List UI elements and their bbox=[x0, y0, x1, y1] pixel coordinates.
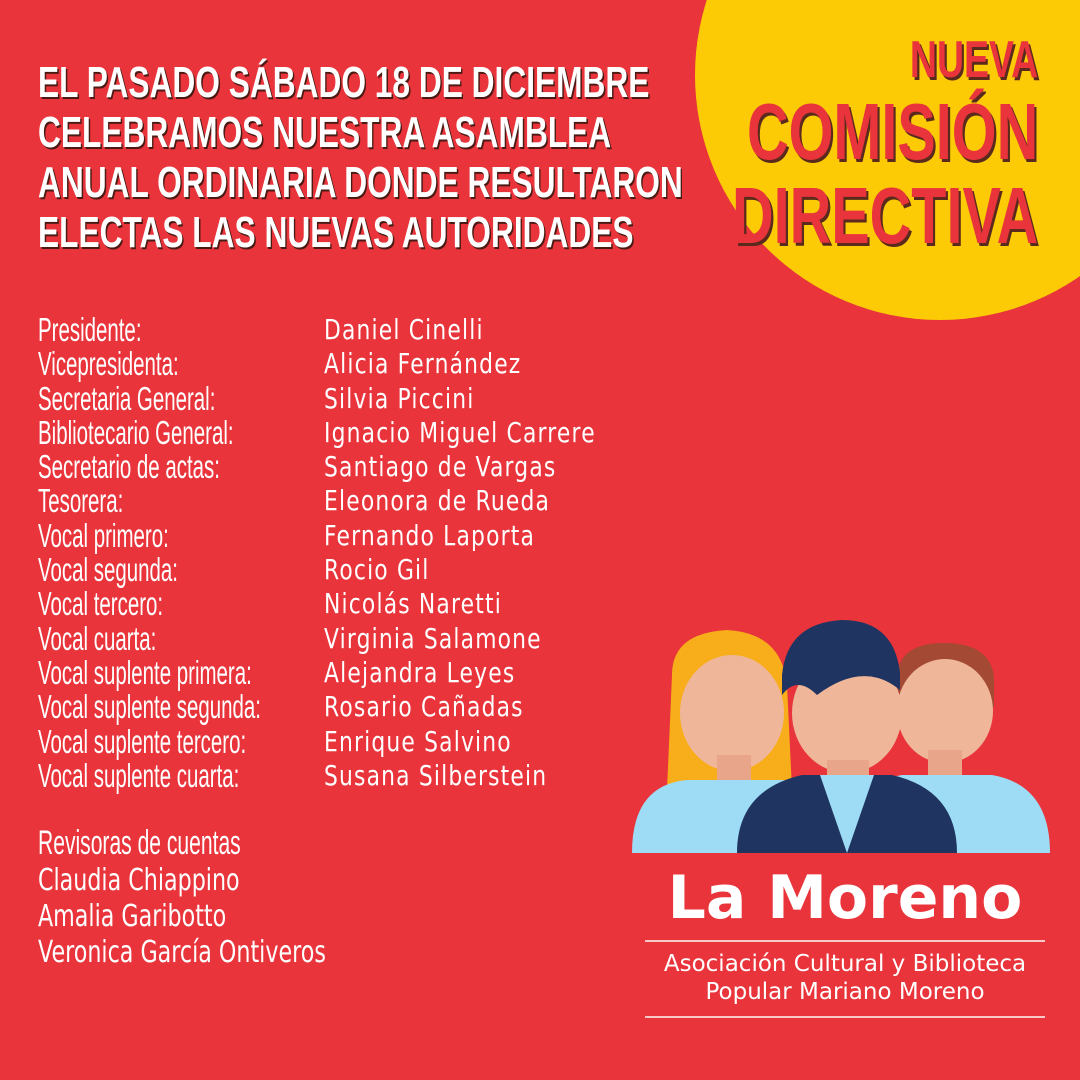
badge-line-nueva: NUEVA bbox=[909, 31, 1038, 89]
person-name: Silvia Piccini bbox=[324, 381, 475, 415]
role-label: Vocal suplente tercero: bbox=[38, 722, 247, 760]
logo-divider-bottom bbox=[645, 1016, 1045, 1018]
logo-subtitle bbox=[645, 942, 1045, 1014]
person-name: Eleonora de Rueda bbox=[324, 484, 551, 518]
role-label: Vocal tercero: bbox=[38, 585, 164, 623]
person-name: Rosario Cañadas bbox=[324, 690, 524, 724]
person-name: Alicia Fernández bbox=[324, 347, 522, 381]
logo-subtitle-line: Popular Mariano Moreno bbox=[705, 979, 985, 1005]
badge-line-directiva: DIRECTIVA bbox=[731, 171, 1038, 260]
logo-subtitle-line: Asociación Cultural y Biblioteca bbox=[663, 951, 1027, 977]
headline-line: ELECTAS LAS NUEVAS AUTORIDADES bbox=[38, 208, 634, 257]
person-name: Daniel Cinelli bbox=[324, 313, 484, 346]
role-label: Secretario de actas: bbox=[38, 448, 220, 486]
role-label: Tesorera: bbox=[38, 482, 124, 520]
role-label: Vocal cuarta: bbox=[38, 619, 157, 657]
logo-title: La Moreno bbox=[667, 863, 1023, 933]
organization-logo bbox=[645, 858, 1045, 1018]
role-label: Secretaria General: bbox=[38, 379, 216, 417]
headline bbox=[38, 58, 683, 258]
person-name: Fernando Laporta bbox=[324, 518, 536, 552]
person-name: Virginia Salamone bbox=[324, 621, 542, 655]
badge-line-comision: COMISIÓN bbox=[746, 87, 1038, 176]
reviewers-section bbox=[38, 823, 427, 971]
role-label: Presidente: bbox=[38, 311, 142, 348]
reviewer-name: Veronica García Ontiveros bbox=[38, 935, 326, 970]
role-label: Vocal suplente segunda: bbox=[38, 688, 261, 726]
role-label: Bibliotecario General: bbox=[38, 413, 234, 451]
person-name: Rocio Gil bbox=[324, 553, 430, 587]
role-label: Vocal primero: bbox=[38, 516, 169, 554]
role-label: Vocal segunda: bbox=[38, 551, 178, 589]
role-label: Vicepresidenta: bbox=[38, 345, 179, 383]
headline-line: ANUAL ORDINARIA DONDE RESULTARON bbox=[38, 158, 683, 207]
headline-line: EL PASADO SÁBADO 18 DE DICIEMBRE bbox=[38, 58, 650, 107]
person-name: Ignacio Miguel Carrere bbox=[324, 415, 596, 449]
person-name: Nicolás Naretti bbox=[324, 587, 502, 621]
role-label: Vocal suplente primera: bbox=[38, 653, 252, 691]
badge-title bbox=[731, 31, 1038, 260]
people-illustration-icon bbox=[632, 615, 1052, 855]
role-label: Vocal suplente cuarta: bbox=[38, 756, 240, 794]
person-name: Santiago de Vargas bbox=[324, 450, 557, 484]
person-name: Enrique Salvino bbox=[324, 724, 512, 758]
person-name: Alejandra Leyes bbox=[324, 655, 516, 689]
reviewer-name: Claudia Chiappino bbox=[38, 863, 240, 898]
reviewer-name: Amalia Garibotto bbox=[38, 899, 227, 934]
headline-line: CELEBRAMOS NUESTRA ASAMBLEA bbox=[38, 108, 612, 157]
reviewers-title: Revisoras de cuentas bbox=[38, 824, 241, 862]
person-name: Susana Silberstein bbox=[324, 758, 548, 792]
